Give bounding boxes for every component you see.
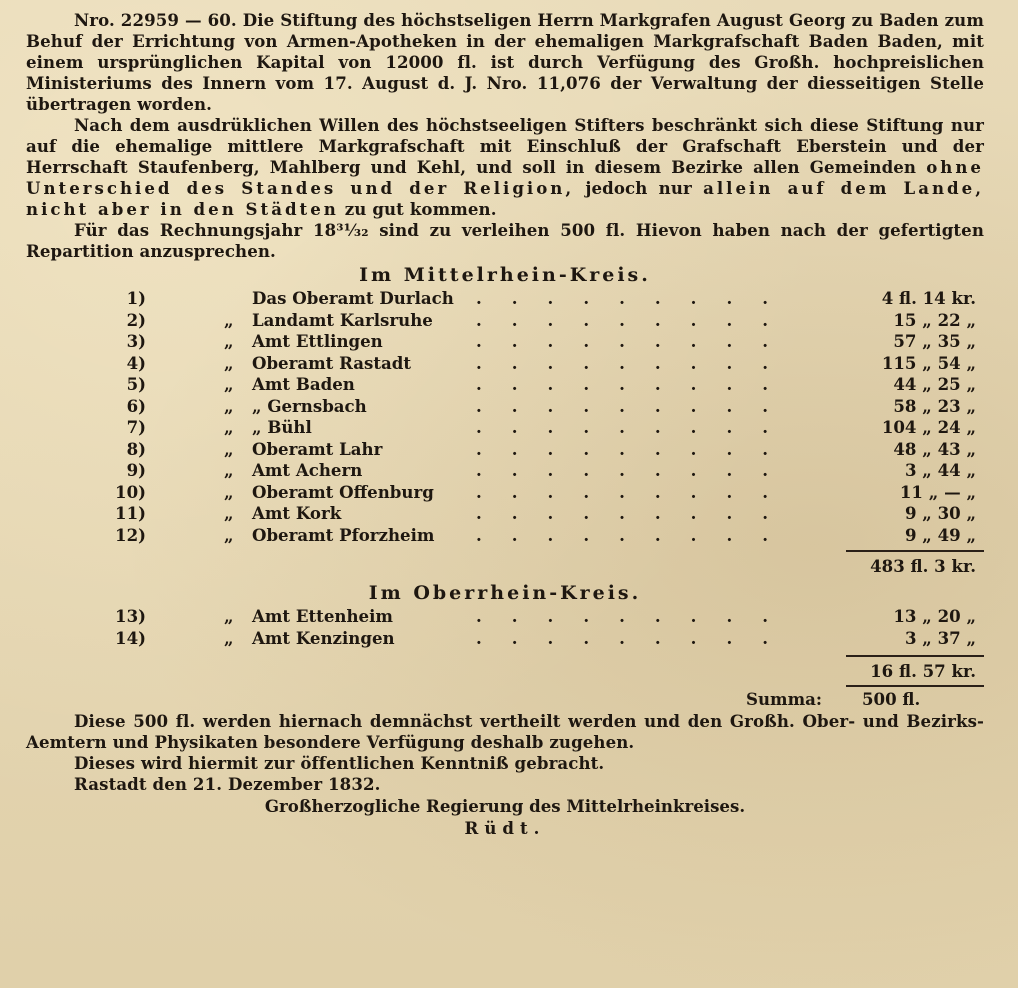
row-number: 6) [126, 395, 146, 416]
row-number: 11) [115, 503, 146, 523]
ditto-mark: „ [224, 481, 234, 502]
oberrhein-table [26, 606, 984, 649]
intro-end-text: zu gut kommen. [344, 199, 497, 219]
table-row [26, 503, 984, 525]
ditto-mark: „ [224, 503, 234, 523]
leader-dots: ......... [476, 288, 798, 308]
leader-dots: ......... [476, 417, 798, 437]
row-number: 13) [115, 606, 146, 626]
table-row [26, 439, 984, 461]
office-name: „ Bühl [252, 417, 312, 437]
table-row [26, 353, 984, 375]
ditto-mark: „ [224, 374, 234, 394]
signature: Rüdt. [464, 818, 546, 838]
table-row [26, 606, 984, 628]
ditto-mark: „ [224, 524, 234, 545]
ditto-mark: „ [224, 309, 234, 330]
ditto-mark: „ [224, 438, 234, 459]
office-name: Amt Kork [252, 503, 342, 523]
table-row [26, 482, 984, 504]
intro-mid-text: jedoch nur [585, 178, 692, 198]
amount: 58 „ 23 „ [893, 395, 976, 416]
leader-dots: ......... [476, 331, 798, 351]
row-number: 3) [126, 331, 146, 351]
office-name: Das Oberamt Durlach [252, 288, 454, 308]
table-row [26, 310, 984, 332]
amount: 44 „ 25 „ [893, 374, 976, 394]
table-row [26, 417, 984, 439]
amount: 57 „ 35 „ [893, 331, 976, 351]
office-name: Oberamt Lahr [252, 438, 383, 459]
leader-dots: ......... [476, 395, 798, 416]
table-row [26, 396, 984, 418]
intro-paragraph-2 [26, 115, 984, 220]
leader-dots: ......... [476, 606, 798, 626]
row-number: 9) [126, 460, 146, 480]
table-row [26, 374, 984, 396]
row-number: 4) [126, 352, 146, 373]
row-number: 14) [115, 627, 146, 648]
mittelrhein-table [26, 288, 984, 546]
office-name: Amt Baden [252, 374, 355, 394]
section-heading-mittelrhein: Im Mittelrhein-Kreis. [359, 264, 651, 286]
row-number: 7) [126, 417, 146, 437]
grand-total [26, 687, 984, 711]
amount: 15 „ 22 „ [893, 309, 976, 330]
leader-dots: ......... [476, 627, 798, 648]
row-number: 1) [126, 288, 146, 308]
row-number: 10) [115, 481, 146, 502]
amount: 3 „ 37 „ [904, 627, 976, 648]
row-number: 2) [126, 309, 146, 330]
ditto-mark: „ [224, 417, 234, 437]
amount: 48 „ 43 „ [893, 438, 976, 459]
intro-paragraph-2-text: Nach dem ausdrüklichen Willen des höchstseeligen Stifters beschränkt sich diese Stiftung nur auf die ehemalige mittlere Markgrafschaft mit Einschluß der Grafschaft Eberstein und der Herrschaft Staufenberg, Mahlberg und Kehl, und soll in diesem Bezirke allen Gemeinden [26, 115, 984, 177]
row-number: 5) [126, 374, 146, 394]
amount: 4 fl. 14 kr. [881, 288, 976, 308]
office-name: Oberamt Offenburg [252, 481, 434, 502]
office-name: Amt Ettlingen [252, 331, 383, 351]
intro-emphasis-1: ohne Unterschied des Standes und der Religion, [26, 157, 984, 198]
table-row [26, 331, 984, 353]
subtotal-mittelrhein [26, 552, 984, 580]
table-row [26, 628, 984, 650]
intro-paragraph-3: Für das Rechnungsjahr 18³¹⁄₃₂ sind zu verleihen 500 fl. Hievon haben nach der gefertigten Repartition anzusprechen. [26, 220, 984, 261]
office-name: Amt Ettenheim [252, 606, 393, 626]
table-row [26, 525, 984, 547]
place-date: Rastadt den 21. Dezember 1832. [74, 774, 381, 794]
office-name: Amt Achern [252, 460, 363, 480]
leader-dots: ......... [476, 524, 798, 545]
row-number: 8) [126, 438, 146, 459]
leader-dots: ......... [476, 460, 798, 480]
leader-dots: ......... [476, 503, 798, 523]
summa-label: Summa: [746, 689, 823, 709]
ditto-mark: „ [224, 606, 234, 626]
issuing-authority: Großherzogliche Regierung des Mittelrheinkreises. [264, 796, 746, 816]
office-name: „ Gernsbach [252, 395, 367, 416]
publication-notice: Dieses wird hiermit zur öffentlichen Kenntniß gebracht. [74, 753, 605, 773]
subtotal-oberrhein [26, 657, 984, 685]
summa-value: 500 fl. [862, 689, 921, 709]
amount: 11 „ — „ [899, 481, 976, 502]
ditto-mark: „ [224, 331, 234, 351]
ditto-mark: „ [224, 352, 234, 373]
ditto-mark: „ [224, 627, 234, 648]
table-row [26, 288, 984, 310]
amount: 9 „ 49 „ [904, 524, 976, 545]
intro-emphasis-2: allein auf dem Lande, nicht aber in den Städten [26, 178, 984, 219]
office-name: Oberamt Rastadt [252, 352, 412, 373]
office-name: Oberamt Pforzheim [252, 524, 435, 545]
leader-dots: ......... [476, 374, 798, 394]
row-number: 12) [115, 524, 146, 545]
office-name: Amt Kenzingen [252, 627, 395, 648]
table-row [26, 460, 984, 482]
amount: 13 „ 20 „ [893, 606, 976, 626]
leader-dots: ......... [476, 481, 798, 502]
leader-dots: ......... [476, 438, 798, 459]
intro-paragraph-1: Nro. 22959 — 60. Die Stiftung des höchstseligen Herrn Markgrafen August Georg zu Baden zum Behuf der Errichtung von Armen-Apotheken in der ehemaligen Markgrafschaft Baden Baden, mit einem ursprünglichen Kapital von 12000 fl. ist durch Verfügung des Großh. hochpreislichen Ministeriums des Innern vom 17. August d. J. Nro. 11,076 der Verwaltung der diesseitigen Stelle übertragen worden. [26, 10, 984, 114]
amount: 3 „ 44 „ [904, 460, 976, 480]
ditto-mark: „ [224, 395, 234, 416]
subtotal-amount: 16 fl. 57 kr. [870, 661, 976, 681]
subtotal-amount: 483 fl. 3 kr. [870, 556, 976, 576]
amount: 9 „ 30 „ [904, 503, 976, 523]
leader-dots: ......... [476, 352, 798, 373]
amount: 115 „ 54 „ [881, 352, 976, 373]
ditto-mark: „ [224, 460, 234, 480]
office-name: Landamt Karlsruhe [252, 309, 433, 330]
closing-paragraph: Diese 500 fl. werden hiernach demnächst vertheilt werden und den Großh. Ober- und Bezirks-Aemtern und Physikaten besondere Verfügung deshalb zugehen. [26, 711, 984, 752]
amount: 104 „ 24 „ [881, 417, 976, 437]
section-heading-oberrhein: Im Oberrhein-Kreis. [368, 582, 642, 604]
leader-dots: ......... [476, 309, 798, 330]
